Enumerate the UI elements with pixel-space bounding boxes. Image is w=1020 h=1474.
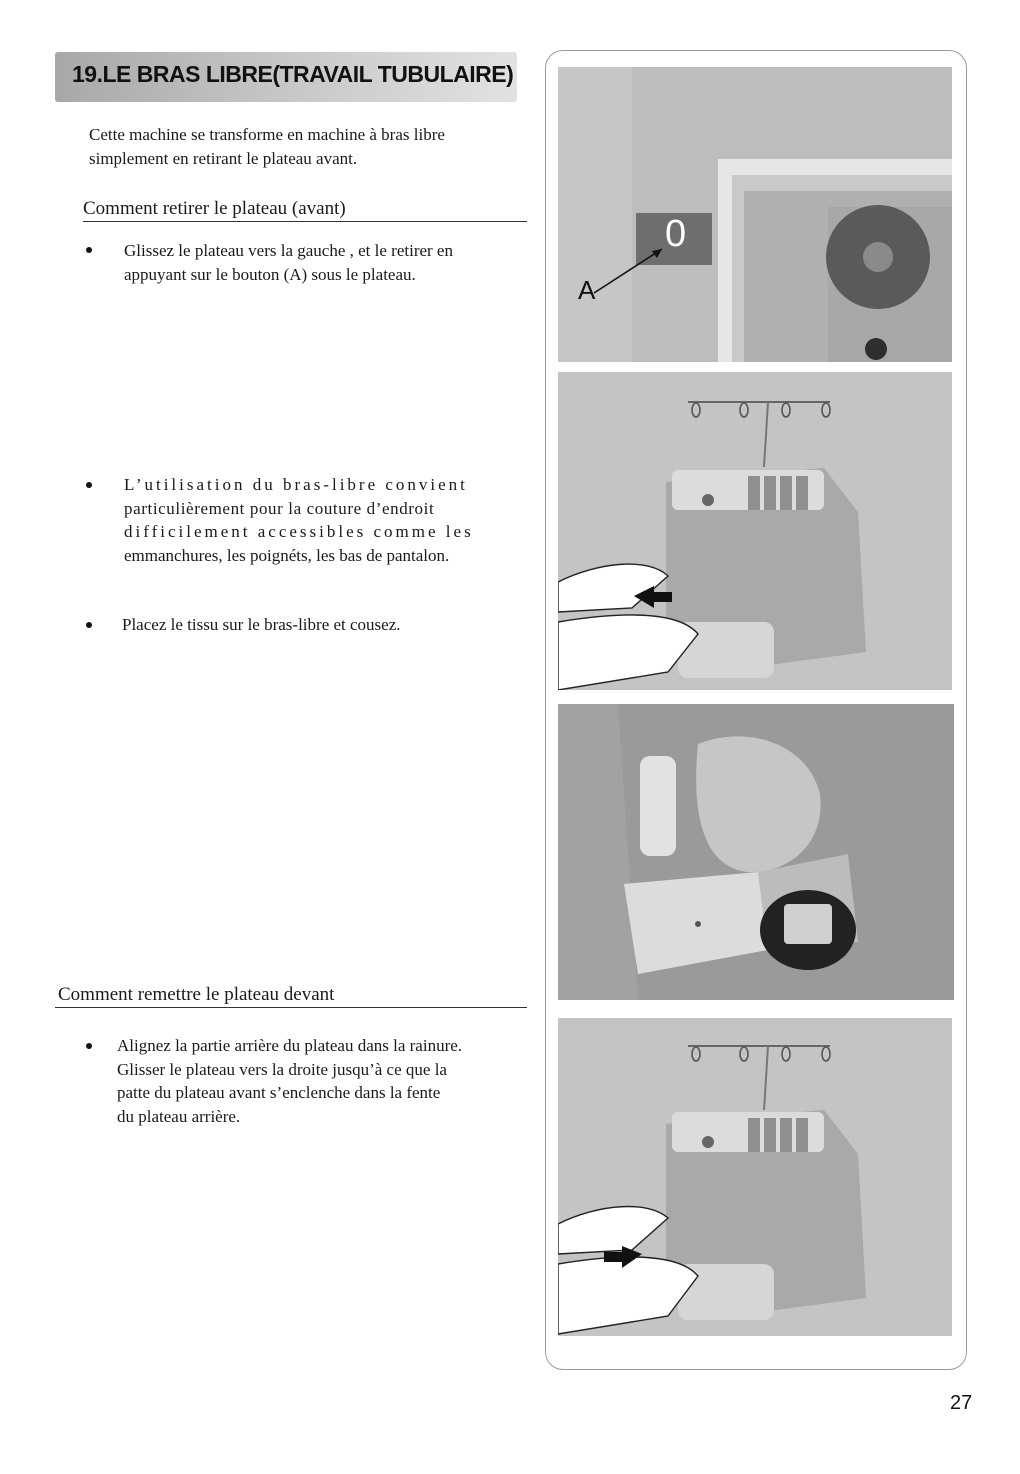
- bullet-line: Glissez le plateau vers la gauche , et le retirer en: [124, 241, 453, 260]
- replace-heading: Comment remettre le plateau devant: [58, 984, 335, 1005]
- photo-remove-plate: [558, 372, 952, 690]
- bullet-line: L’utilisation du bras-libre convient: [124, 475, 468, 494]
- bullet-line: difficilement accessibles comme les: [124, 522, 474, 541]
- page-number: 27: [950, 1392, 973, 1414]
- remove-bullet-1: [124, 239, 516, 286]
- dial-digit: 0: [665, 213, 687, 255]
- intro-line: simplement en retirant le plateau avant.: [89, 149, 358, 168]
- replace-bullet-1: [117, 1034, 517, 1128]
- remove-bullet-3: Placez le tissu sur le bras-libre et cousez.: [122, 615, 401, 634]
- callout-a: A: [578, 275, 596, 305]
- bullet-dot: [86, 622, 92, 628]
- bullet-dot: [86, 482, 92, 488]
- photo-release-button: [558, 67, 952, 362]
- bullet-dot: [86, 247, 92, 253]
- bullet-line: particulièrement pour la couture d’endroit: [124, 498, 435, 518]
- bullet-line: du plateau arrière.: [117, 1106, 241, 1126]
- bullet-line: Alignez la partie arrière du plateau dans la rainure.: [117, 1036, 463, 1055]
- section-title: 19.LE BRAS LIBRE(TRAVAIL TUBULAIRE): [72, 61, 514, 87]
- bullet-line: Glisser le plateau vers la droite jusqu’à ce que la: [117, 1059, 447, 1079]
- bullet-line: emmanchures, les poignéts, les bas de pantalon.: [124, 545, 450, 565]
- intro-line: Cette machine se transforme en machine à bras libre: [89, 125, 445, 144]
- photo-free-arm: [558, 704, 954, 1000]
- bullet-line: patte du plateau avant s’enclenche dans la fente: [117, 1083, 441, 1102]
- intro-paragraph: [89, 123, 519, 171]
- replace-heading-rule: [55, 1007, 527, 1008]
- photo-replace-plate: [558, 1018, 952, 1336]
- remove-bullet-2: [124, 473, 514, 567]
- bullet-dot: [86, 1043, 92, 1049]
- bullet-line: appuyant sur le bouton (A) sous le plateau.: [124, 264, 416, 284]
- remove-heading-rule: [83, 221, 527, 222]
- remove-heading: Comment retirer le plateau (avant): [83, 198, 346, 219]
